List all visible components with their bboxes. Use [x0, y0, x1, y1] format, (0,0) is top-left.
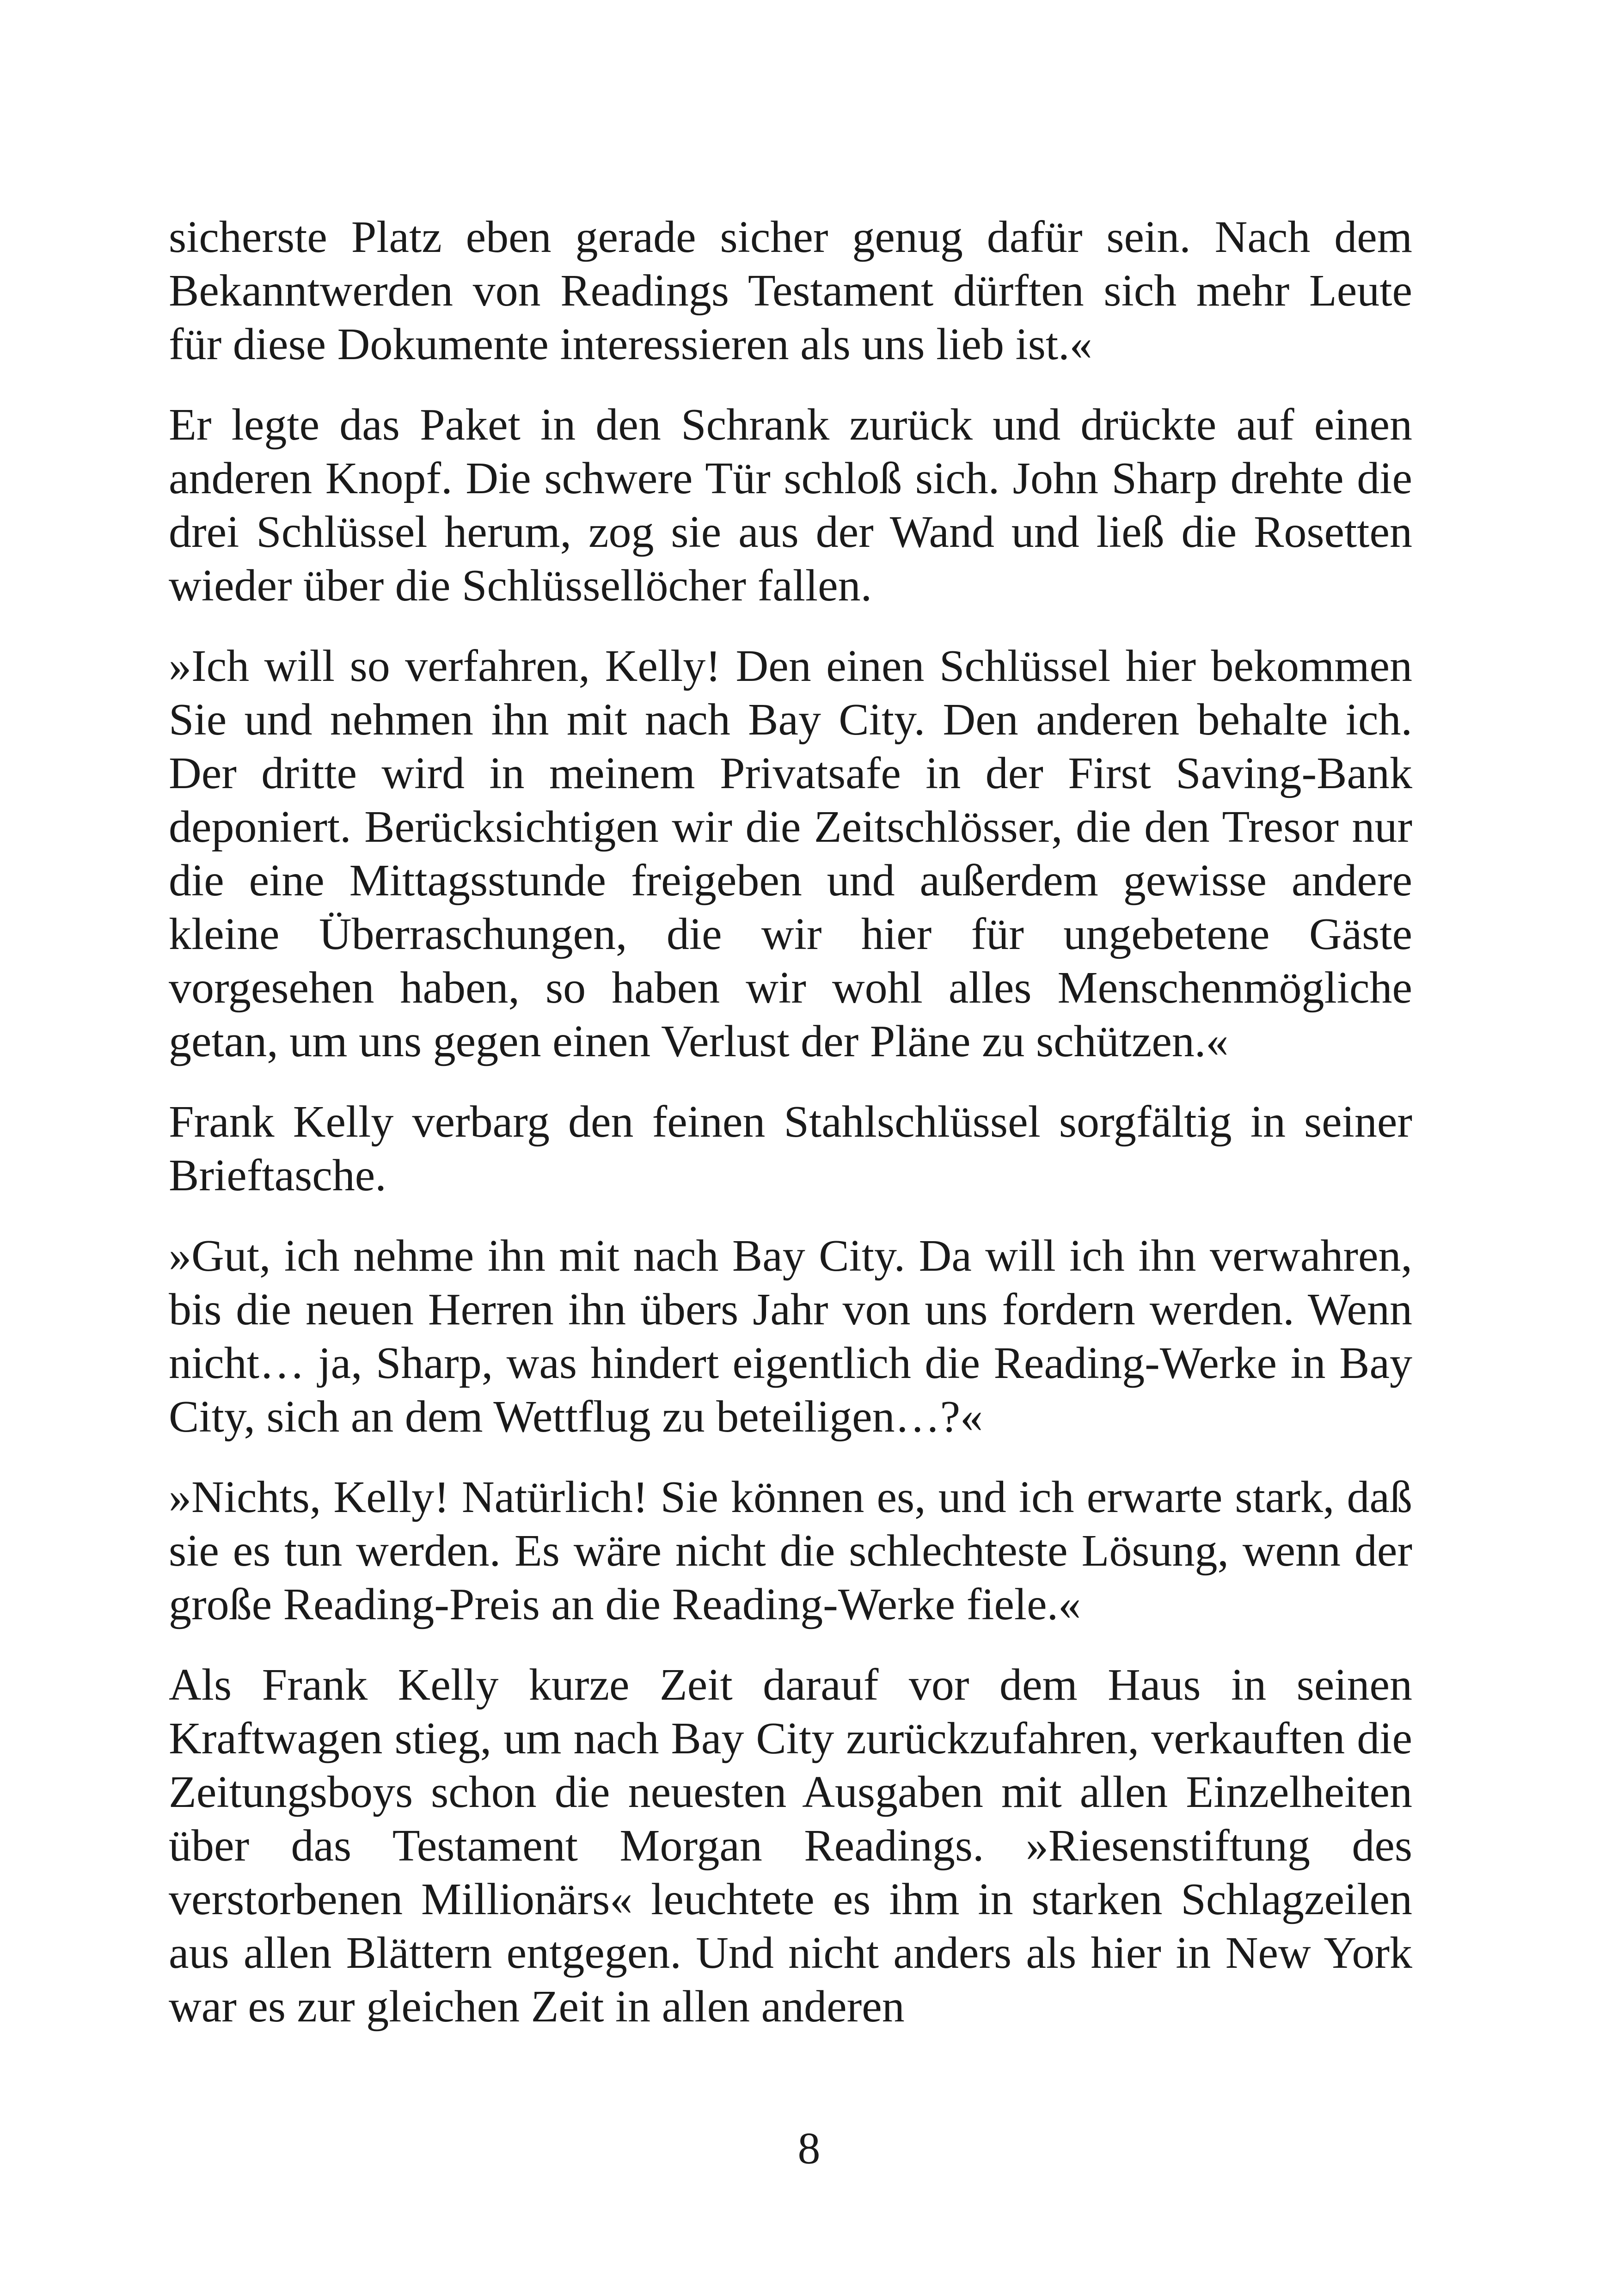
paragraph-4: Frank Kelly verbarg den feinen Stahlschlüssel sorgfältig in seiner Brieftasche.	[169, 1097, 1412, 1200]
page-number: 8	[797, 2124, 821, 2174]
paragraph-7: Als Frank Kelly kurze Zeit darauf vor dem Haus in seinen Kraftwagen stieg, um nach Bay City zurückzufahren, verkauften die Zeitungsboys schon die neuesten Ausgaben mit allen Einzelheiten über das Testament Morgan Readings. »Riesenstiftung des verstorbenen Millionärs« leuchtete es ihm in starken Schlagzeilen aus allen Blättern entgegen. Und nicht anders als hier in New York war es zur gleichen Zeit in allen anderen	[169, 1660, 1412, 2032]
paragraph-3: »Ich will so verfahren, Kelly! Den einen Schlüssel hier bekommen Sie und nehmen ihn mit nach Bay City. Den anderen behalte ich. Der dritte wird in meinem Privatsafe in der First Saving-Bank deponiert. Berücksichtigen wir die Zeitschlösser, die den Tresor nur die eine Mittagsstunde freigeben und außerdem gewisse andere kleine Überraschungen, die wir hier für ungebetene Gäste vorgesehen haben, so haben wir wohl alles Menschenmögliche getan, um uns gegen einen Verlust der Pläne zu schützen.«	[169, 641, 1412, 1066]
paragraph-2: Er legte das Paket in den Schrank zurück und drückte auf einen anderen Knopf. Die schwere Tür schloß sich. John Sharp drehte die drei Schlüssel herum, zog sie aus der Wand und ließ die Rosetten wieder über die Schlüssellöcher fallen.	[169, 400, 1412, 611]
body-text	[169, 210, 1412, 2033]
paragraph-1: sicherste Platz eben gerade sicher genug dafür sein. Nach dem Bekanntwerden von Readings Testament dürften sich mehr Leute für diese Dokumente interessieren als uns lieb ist.«	[169, 212, 1412, 369]
paragraph-5: »Gut, ich nehme ihn mit nach Bay City. Da will ich ihn verwahren, bis die neuen Herren ihn übers Jahr von uns fordern werden. Wenn nicht… ja, Sharp, was hindert eigentlich die Reading-Werke in Bay City, sich an dem Wettflug zu beteiligen…?«	[169, 1231, 1412, 1442]
paragraph-6: »Nichts, Kelly! Natürlich! Sie können es, und ich erwarte stark, daß sie es tun werden. Es wäre nicht die schlechteste Lösung, wenn der große Reading-Preis an die Reading-Werke fiele.«	[169, 1472, 1412, 1629]
